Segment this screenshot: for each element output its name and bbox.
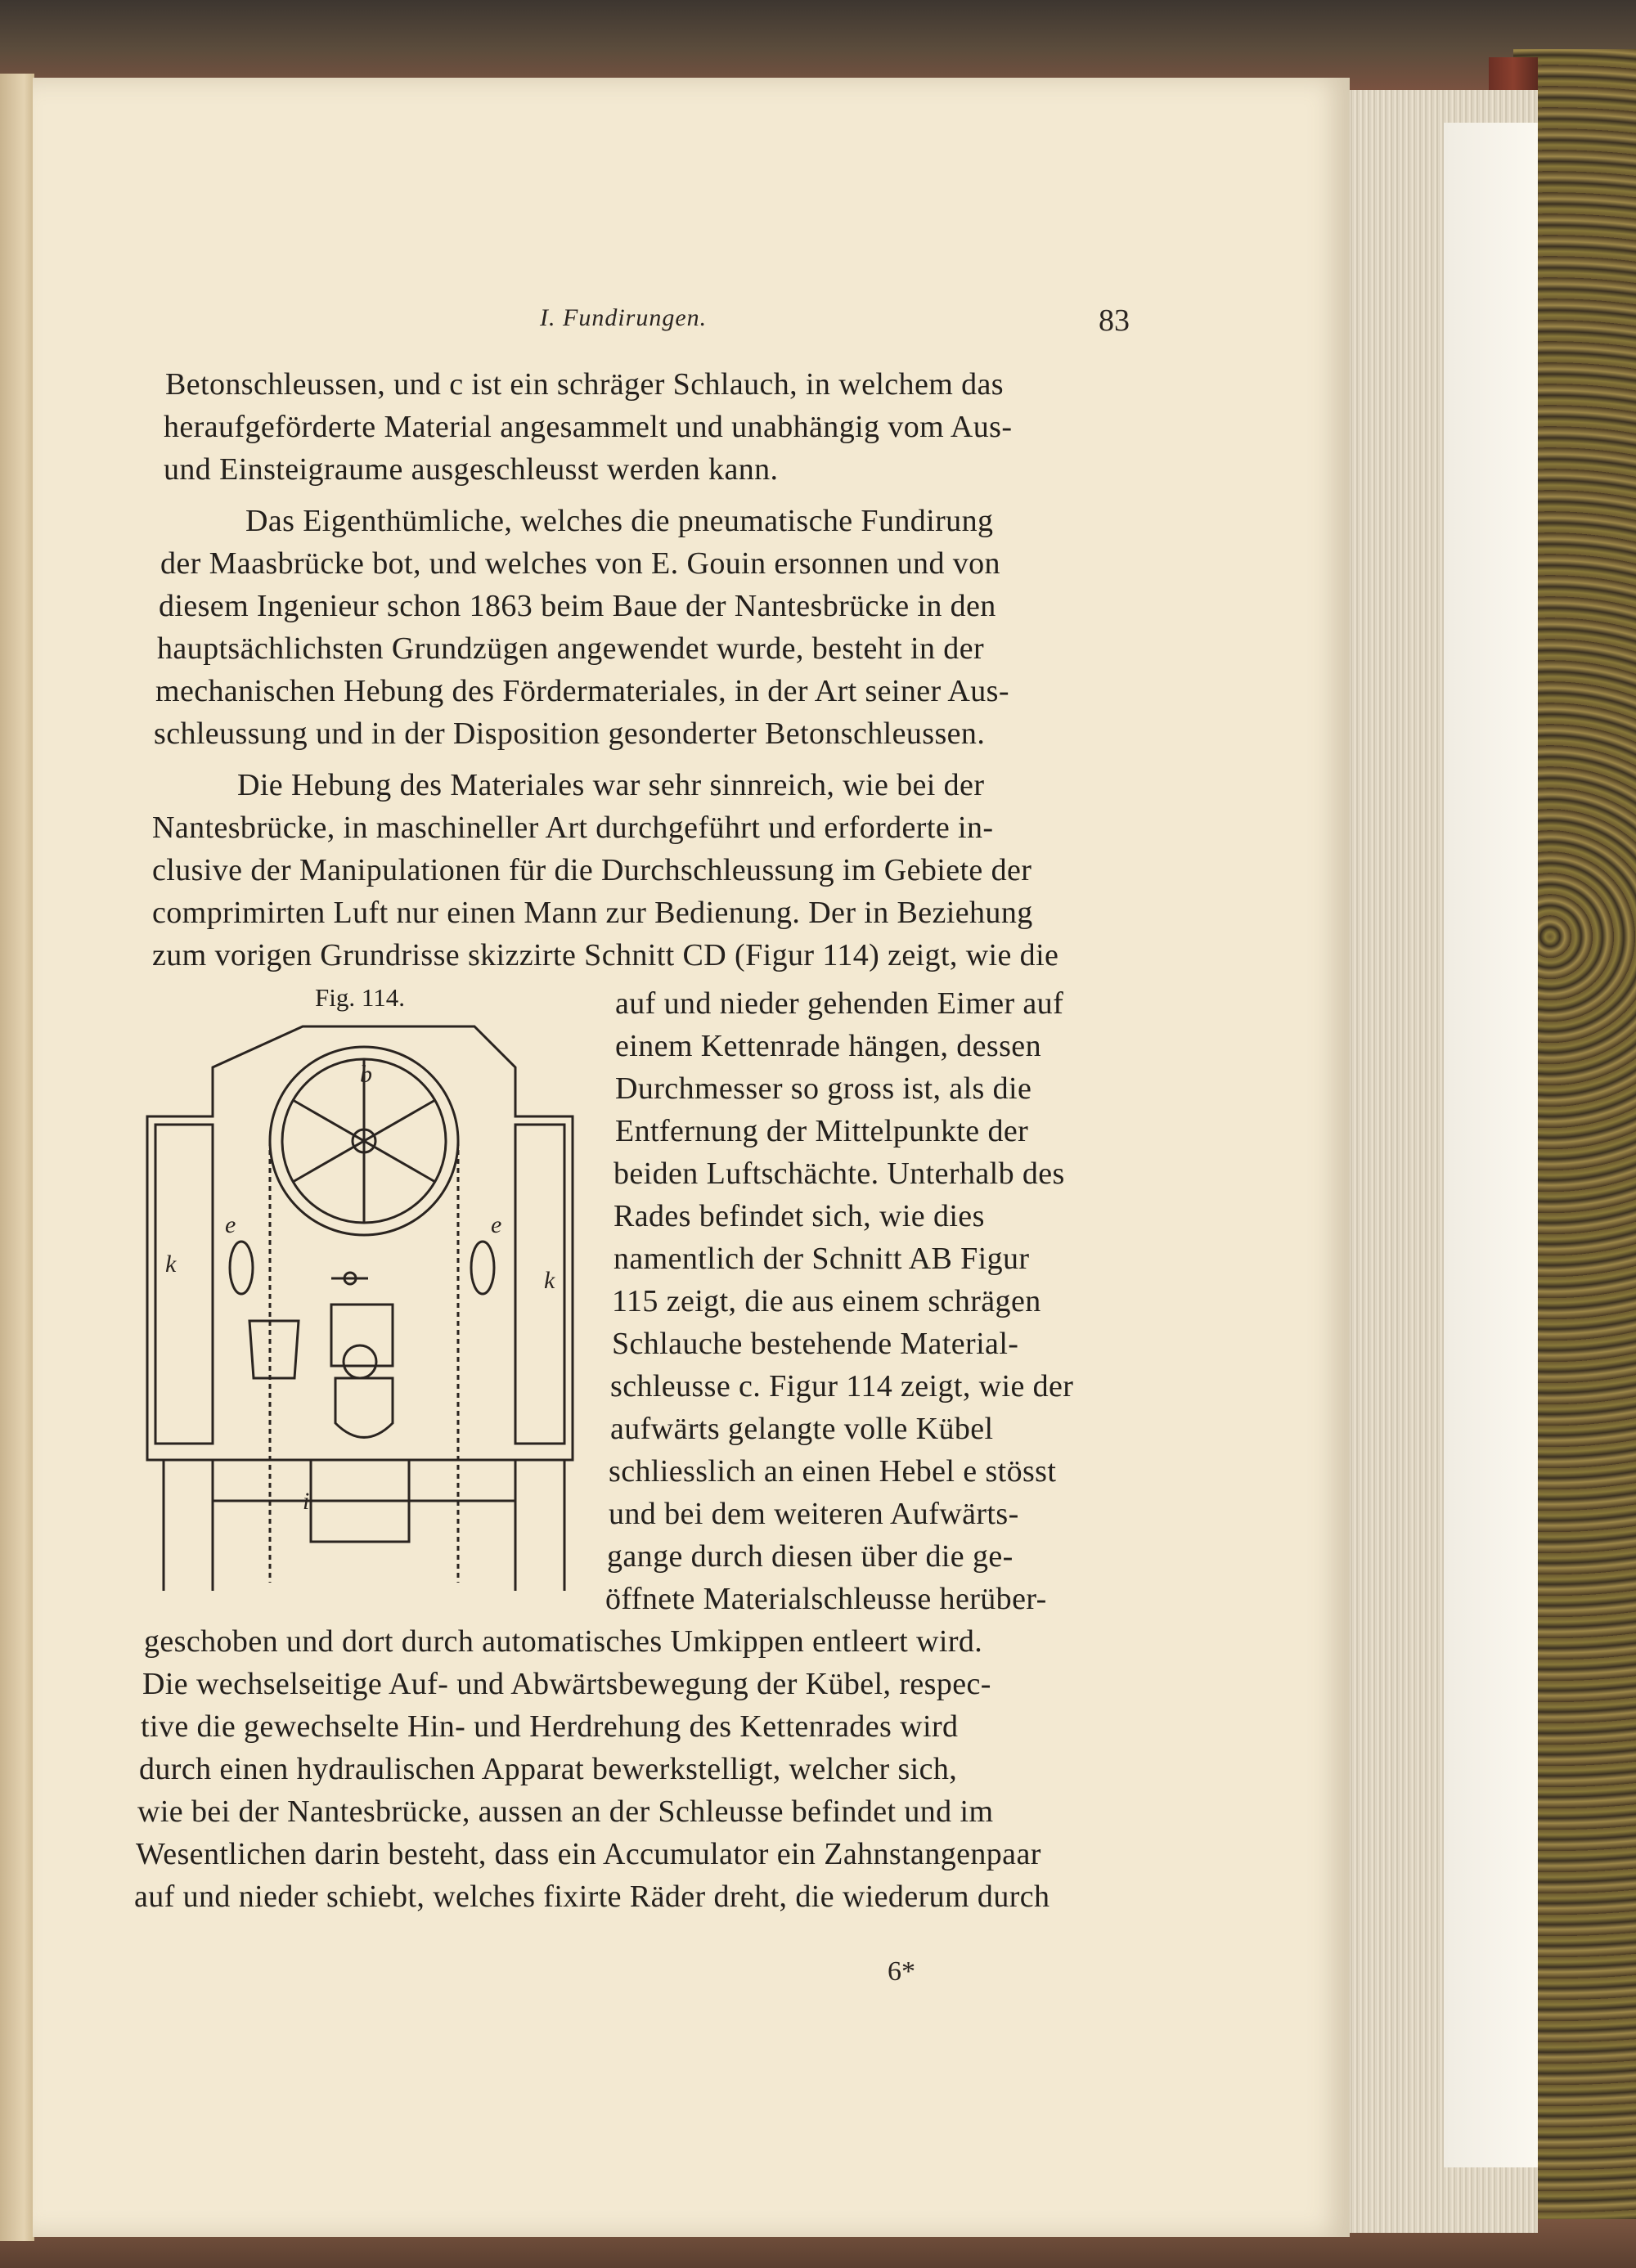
figure-caption: Fig. 114. xyxy=(315,983,405,1012)
facing-page-edge xyxy=(0,74,34,2241)
running-head: I. Fundirungen. xyxy=(540,304,708,331)
book-cover-top xyxy=(0,0,1636,90)
signature-mark: 6* xyxy=(888,1956,915,1987)
text-line: Betonschleussen, und c ist ein schräger Schlauch, in welchem das xyxy=(165,367,1004,402)
text-line: und Einsteigraume ausgeschleusst werden kann. xyxy=(164,452,779,487)
figure-114-drawing xyxy=(131,1018,589,1607)
text-line: clusive der Manipulationen für die Durchschleussung im Gebiete der xyxy=(152,853,1032,887)
text-line: tive die gewechselte Hin- und Herdrehung des Kettenrades wird xyxy=(141,1709,959,1744)
text-line: namentlich der Schnitt AB Figur xyxy=(614,1242,1030,1276)
page-number: 83 xyxy=(1099,303,1130,338)
figure-label-k-right: k xyxy=(544,1267,555,1294)
text-line: comprimirten Luft nur einen Mann zur Bedienung. Der in Beziehung xyxy=(152,896,1033,930)
text-line: schliesslich an einen Hebel e stösst xyxy=(609,1454,1057,1489)
text-line: auf und nieder schiebt, welches fixirte Räder dreht, die wiederum durch xyxy=(134,1880,1050,1914)
text-line: diesem Ingenieur schon 1863 beim Baue der Nantesbrücke in den xyxy=(159,589,996,623)
text-line: auf und nieder gehenden Eimer auf xyxy=(615,986,1064,1021)
figure-label-e-right: e xyxy=(491,1211,502,1238)
text-line: Entfernung der Mittelpunkte der xyxy=(615,1114,1029,1148)
text-line: Schlauche bestehende Material- xyxy=(612,1327,1019,1361)
text-line: geschoben und dort durch automatisches Umkippen entleert wird. xyxy=(144,1624,983,1659)
text-line: heraufgeförderte Material angesammelt und unabhängig vom Aus- xyxy=(164,410,1013,444)
text-line: und bei dem weiteren Aufwärts- xyxy=(609,1497,1019,1531)
text-line: einem Kettenrade hängen, dessen xyxy=(615,1029,1041,1063)
text-line: schleussung und in der Disposition gesonderter Betonschleussen. xyxy=(154,716,986,751)
text-line: mechanischen Hebung des Fördermateriales, in der Art seiner Aus- xyxy=(155,674,1009,708)
text-line: Rades befindet sich, wie dies xyxy=(614,1199,985,1233)
text-line: hauptsächlichsten Grundzügen angewendet wurde, besteht in der xyxy=(157,631,985,666)
text-line: Wesentlichen darin besteht, dass ein Accumulator ein Zahnstangenpaar xyxy=(136,1837,1041,1871)
figure-label-k-left: k xyxy=(165,1251,177,1278)
text-line: öffnete Materialschleusse herüber- xyxy=(605,1582,1047,1616)
text-line: 115 zeigt, die aus einem schrägen xyxy=(612,1284,1041,1318)
text-line: Die Hebung des Materiales war sehr sinnreich, wie bei der xyxy=(237,768,985,802)
page-block-white xyxy=(1444,123,1538,2167)
text-line: wie bei der Nantesbrücke, aussen an der Schleusse befindet und im xyxy=(137,1794,994,1829)
text-line: Die wechselseitige Auf- und Abwärtsbewegung der Kübel, respec- xyxy=(142,1667,991,1701)
text-line: aufwärts gelangte volle Kübel xyxy=(610,1412,994,1446)
figure-label-b: b xyxy=(360,1061,372,1088)
text-line: Das Eigenthümliche, welches die pneumatische Fundirung xyxy=(245,504,994,538)
text-line: beiden Luftschächte. Unterhalb des xyxy=(614,1156,1065,1191)
text-line: zum vorigen Grundrisse skizzirte Schnitt CD (Figur 114) zeigt, wie die xyxy=(152,938,1059,972)
text-line: Nantesbrücke, in maschineller Art durchgeführt und erforderte in- xyxy=(152,811,994,845)
figure-label-i: i xyxy=(303,1488,310,1515)
figure-label-e-left: e xyxy=(225,1211,236,1238)
text-line: durch einen hydraulischen Apparat bewerkstelligt, welcher sich, xyxy=(139,1752,958,1786)
text-line: Durchmesser so gross ist, als die xyxy=(615,1071,1032,1106)
text-line: schleusse c. Figur 114 zeigt, wie der xyxy=(610,1369,1074,1403)
text-line: der Maasbrücke bot, und welches von E. Gouin ersonnen und von xyxy=(160,546,1000,581)
text-line: gange durch diesen über die ge- xyxy=(607,1539,1014,1574)
